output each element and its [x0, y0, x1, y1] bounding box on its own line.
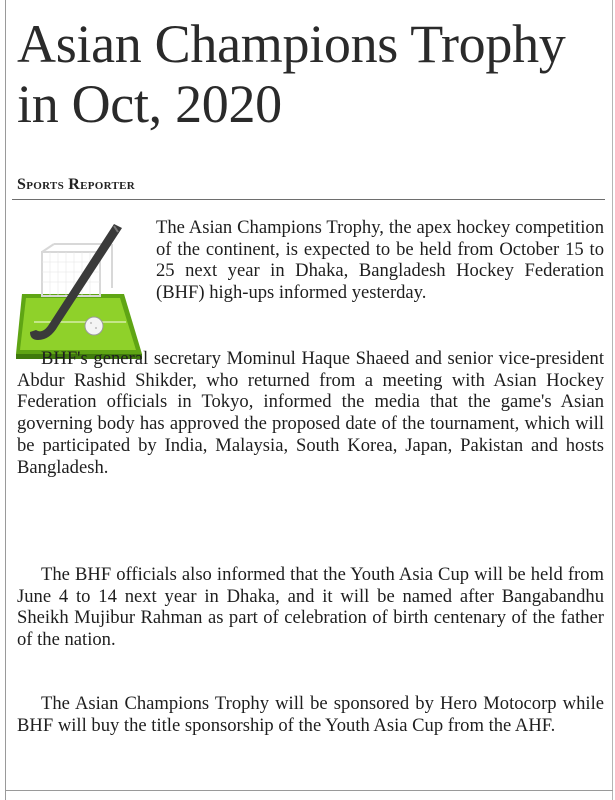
page-border-left [5, 0, 6, 800]
article-paragraph-1: The Asian Champions Trophy, the apex hockey competition of the continent, is expected to be held from October 15 to 25 next year in Dhaka, Bangladesh Hockey Federation (BHF) high-ups informed yesterday. [156, 217, 604, 304]
hockey-field-icon [14, 222, 144, 362]
article-paragraph-4: The Asian Champions Trophy will be sponsored by Hero Motocorp while BHF will buy the title sponsorship of the Youth Asia Cup from the AHF. [17, 693, 604, 736]
article-paragraph-2: BHF's general secretary Mominul Haque Shaeed and senior vice-president Abdur Rashid Shikder, who returned from a meeting with Asian Hockey Federation officials in Tokyo, informed the media that the game's Asian governing body has approved the proposed date of the tournament, which will be participated by India, Malaysia, South Korea, Japan, Pakistan and hosts Bangladesh. [17, 348, 604, 478]
article-paragraph-3: The BHF officials also informed that the Youth Asia Cup will be held from June 4 to 14 next year in Dhaka, and it will be named after Bangabandhu Sheikh Mujibur Rahman as part of celebration of birth centenary of the father of the nation. [17, 564, 604, 651]
byline-divider [12, 199, 605, 200]
page-border-right [612, 0, 613, 800]
headline: Asian Champions Trophy in Oct, 2020 [17, 14, 566, 134]
page-border-bottom [5, 790, 613, 791]
byline: Sports Reporter [17, 176, 136, 193]
